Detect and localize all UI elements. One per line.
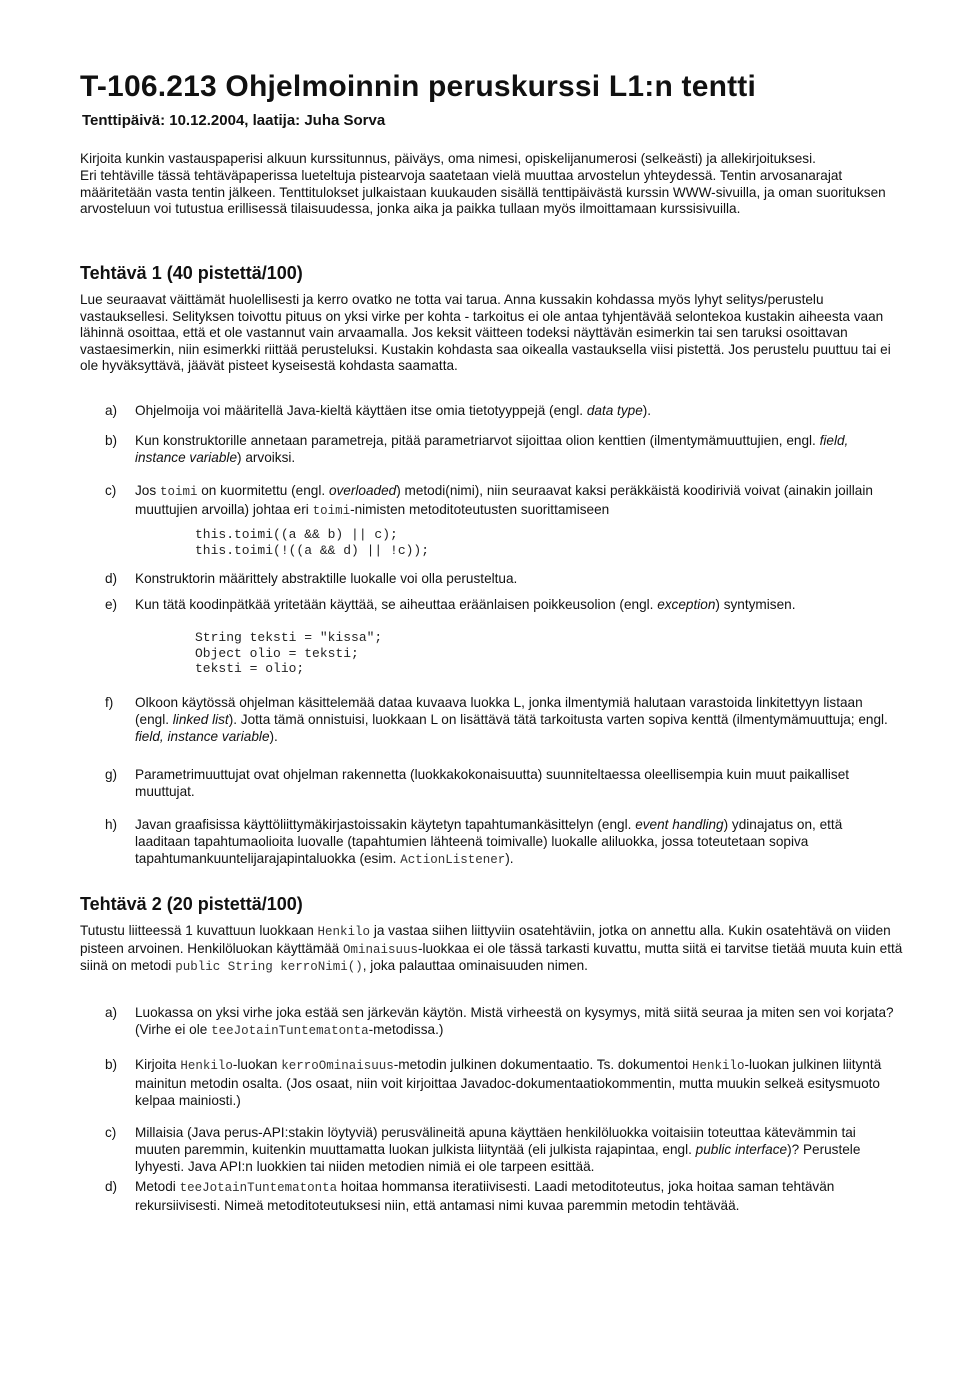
item-term: overloaded — [328, 483, 397, 498]
item-text: ). — [642, 403, 652, 418]
item-label: c) — [105, 1125, 117, 1140]
task1-item-e — [105, 596, 895, 613]
item-label: b) — [105, 1057, 118, 1072]
item-text: ). Jotta tämä onnistuisi, luokkaan L on lisättävä tätä tarkoitusta varten sopiva kenttä (ilmentymämuuttuja; engl. — [228, 712, 888, 727]
item-text: -luokan julkinen liityntä mainitun metodin osalta. (Jos osaat, niin voit kirjoittaa Javadoc-dokumentaatiokommentin, mutta muukin selkeä esitysmuoto kelpaa mainiosti.) — [135, 1057, 882, 1108]
item-text: -luokkaa ei ole tässä tarkasti kuvattu, mutta siitä ei tarvitse tietää muuta kuin että siinä on metodi — [80, 940, 903, 974]
code-line: this.toimi((a && b) || c); — [195, 527, 398, 542]
item-text: -metodin julkinen dokumentaatio. Ts. dokumentoi — [393, 1057, 692, 1072]
code-identifier: Henkilo — [317, 925, 371, 939]
task2-item-b — [105, 1056, 895, 1109]
code-identifier: Ominaisuus — [342, 942, 418, 957]
task1-item-a — [105, 402, 895, 419]
intro-paragraph-1: Kirjoita kunkin vastauspaperisi alkuun kurssitunnus, päiväys, oma nimesi, opiskelijanumerosi (selkeästi) ja allekirjoituksesi. — [80, 151, 816, 166]
code-line: Object olio = teksti; — [195, 645, 359, 661]
code-identifier: kerroOminaisuus — [281, 1059, 394, 1073]
item-label: a) — [105, 403, 118, 418]
item-text: Parametrimuuttujat ovat ohjelman rakennetta (luokkakokonaisuutta) suunniteltaessa oleellisempia kuin muut paikalliset muuttujat. — [135, 767, 850, 799]
item-text: ). — [269, 729, 278, 744]
task2-item-d — [105, 1178, 895, 1214]
item-term: field, instance variable — [135, 729, 270, 744]
task1-item-f — [105, 694, 895, 745]
item-label: e) — [105, 597, 118, 612]
item-term: event handling — [635, 817, 724, 832]
code-identifier: ActionListener — [400, 853, 506, 867]
item-term: exception — [657, 597, 716, 612]
page-title: T-106.213 Ohjelmoinnin peruskurssi L1:n tentti — [80, 70, 757, 103]
item-text: Javan graafisissa käyttöliittymäkirjastoissakin käytetyn tapahtumankäsittelyn (engl. — [135, 817, 636, 832]
item-text: Kun konstruktorille annetaan parametreja, pitää parametriarvot sijoittaa olion kenttien (ilmentymämuuttujien, engl. — [135, 433, 820, 448]
item-label: b) — [105, 433, 118, 448]
task1-item-c — [105, 482, 895, 520]
item-text: Olkoon käytössä ohjelman käsittelemää dataa kuvaava luokka L, jonka ilmentymiä halutaan varastoida linkitettyyn listaan (engl. — [135, 695, 863, 727]
item-text: Millaisia (Java perus-API:stakin löytyviä) perusvälineitä apuna käyttäen henkilöluokka voitaisiin toteuttaa kätevämmin tai muuten paremmin, kuitenkin muuttamatta luokan julkista liityntää (eli julkista rajapintaa, engl. — [135, 1125, 856, 1157]
item-text: Jos — [135, 483, 160, 498]
item-text: Tutustu liitteessä 1 kuvattuun luokkaan — [80, 923, 318, 938]
code-line: this.toimi(!((a && d) || !c)); — [195, 542, 430, 558]
task1-item-c-code — [195, 527, 429, 558]
item-text: -luokan — [232, 1057, 282, 1072]
item-text: -nimisten metoditoteutusten suorittamiseen — [350, 502, 610, 517]
code-line: teksti = olio; — [195, 661, 305, 676]
item-text: , joka palauttaa ominaisuuden nimen. — [362, 958, 588, 974]
item-term: public interface — [695, 1142, 788, 1157]
item-label: h) — [105, 817, 118, 832]
item-text: ja vastaa siihen liittyviin osatehtäviin, jotka on annettu alla. Kukin osatehtävä on viiden pisteen arvoinen. Henkilöluokan käyttämää — [80, 923, 891, 956]
task1-instructions: Lue seuraavat väittämät huolellisesti ja kerro ovatko ne totta vai tarua. Anna kussakin kohdassa myös lyhyt selitys/perustelu vastauksellesi. Selityksen toivottu pituus on yksi virke per kohta - tarkoitus ei ole antaa tyhjentävää selontekoa kustakin aiheesta vaan lähinnä osoittaa, että et ole vastannut vain arvaamalla. Jos keksit väitteen todeksi näyttävän esimerkin tai sen taruksi osoittavan vastaesimerkin, niin esimerkki riittää perusteluksi. Kustakin kohdasta saa oikealla vastauksella viisi pistettä. Jos perustelu puuttuu tai ei ole hyväksyttävä, jäävät pisteet kyseisestä kohdasta saamatta. — [80, 292, 891, 374]
item-text: Metodi — [135, 1179, 180, 1194]
item-label: d) — [105, 571, 118, 586]
item-label: d) — [105, 1179, 118, 1194]
item-term: linked list — [172, 712, 229, 727]
item-text: Ohjelmoija voi määritellä Java-kieltä käyttäen itse omia tietotyyppejä (engl. — [135, 403, 587, 418]
item-text: on kuormitettu (engl. — [197, 483, 329, 498]
item-text: Kun tätä koodinpätkää yritetään käyttää, se aiheuttaa eräänlaisen poikkeusolion (engl. — [135, 597, 658, 612]
task1-item-b — [105, 432, 895, 466]
item-text: ). — [505, 851, 514, 866]
item-label: g) — [105, 767, 118, 782]
item-text: Luokassa on yksi virhe joka estää sen järkevän käytön. Mistä virheestä on kysymys, mitä siitä seuraa ja miten sen voi korjata? (Virhe ei ole — [135, 1005, 894, 1037]
code-identifier: toimi — [312, 504, 351, 518]
item-term: field, instance variable — [135, 433, 849, 465]
code-identifier: teeJotainTuntematonta — [211, 1024, 369, 1038]
task1-item-g — [105, 766, 895, 800]
task2-item-a — [105, 1004, 895, 1040]
item-text: ) arvoiksi. — [237, 450, 296, 465]
item-label: a) — [105, 1005, 118, 1020]
item-text: hoitaa hommansa iteratiivisesti. Laadi metoditoteutus, joka hoitaa saman tehtävän rekursiivisesti. Nimeä metoditoteutuksesi niin, että antamasi nimi kuvaa paremmin metodin tehtävää. — [135, 1179, 835, 1213]
task2-intro — [80, 923, 910, 976]
item-text: ) metodi(nimi), niin seuraavat kaksi peräkkäistä koodiriviä voivat (ainakin joillain muuttujien arvoilla) johtaa eri — [135, 483, 873, 517]
item-text: ) ydinajatus on, että laaditaan tapahtumaolioita luovalle (tapahtumien lähteenä toimivalle) luokalle aliluokka, jossa toteutetaan sopiva tapahtumankuuntelijarajapintaluokka (esim. — [135, 817, 843, 866]
item-text: -metodissa.) — [368, 1022, 444, 1037]
item-label: c) — [105, 483, 117, 498]
code-identifier: Henkilo — [180, 1059, 233, 1073]
exam-date-author: Tenttipäivä: 10.12.2004, laatija: Juha Sorva — [82, 112, 386, 129]
task1-item-h — [105, 816, 895, 869]
task2-item-c — [105, 1124, 895, 1175]
code-identifier: Henkilo — [691, 1059, 745, 1073]
item-text: ) syntymisen. — [715, 597, 796, 612]
intro-paragraph-2: Eri tehtäville tässä tehtäväpaperissa lueteltuja pistearvoja saatetaan vielä muuttaa arvostelun yhteydessä. Tentin arvosanarajat määritetään vasta tentin jälkeen. Tenttitulokset julkaistaan kuukauden sisällä tenttipäivästä kurssin WWW-sivuilla, ja oman suorituksen arvosteluun voi tutustua erillisessä tilaisuudessa, jonka aika ja paikka tullaan myös ilmoittamaan kurssisivuilla. — [80, 168, 886, 217]
code-identifier: toimi — [159, 485, 198, 499]
item-text: Kirjoita — [135, 1057, 181, 1072]
item-text: )? Perustele lyhyesti. Java API:n luokkien tai niiden metodien nimiä ei ole tarpeen esittää. — [135, 1142, 861, 1174]
task1-item-e-code — [195, 630, 382, 677]
item-term: data type — [586, 403, 643, 418]
item-label: f) — [105, 695, 114, 710]
code-line: String teksti = "kissa"; — [195, 630, 383, 645]
code-identifier: teeJotainTuntematonta — [179, 1181, 338, 1195]
task1-item-d — [105, 570, 895, 587]
code-identifier: public String kerroNimi() — [175, 960, 363, 975]
task1-heading: Tehtävä 1 (40 pistettä/100) — [80, 263, 303, 283]
item-text: Konstruktorin määrittely abstraktille luokalle voi olla perusteltua. — [135, 571, 518, 586]
task2-heading: Tehtävä 2 (20 pistettä/100) — [80, 894, 303, 914]
